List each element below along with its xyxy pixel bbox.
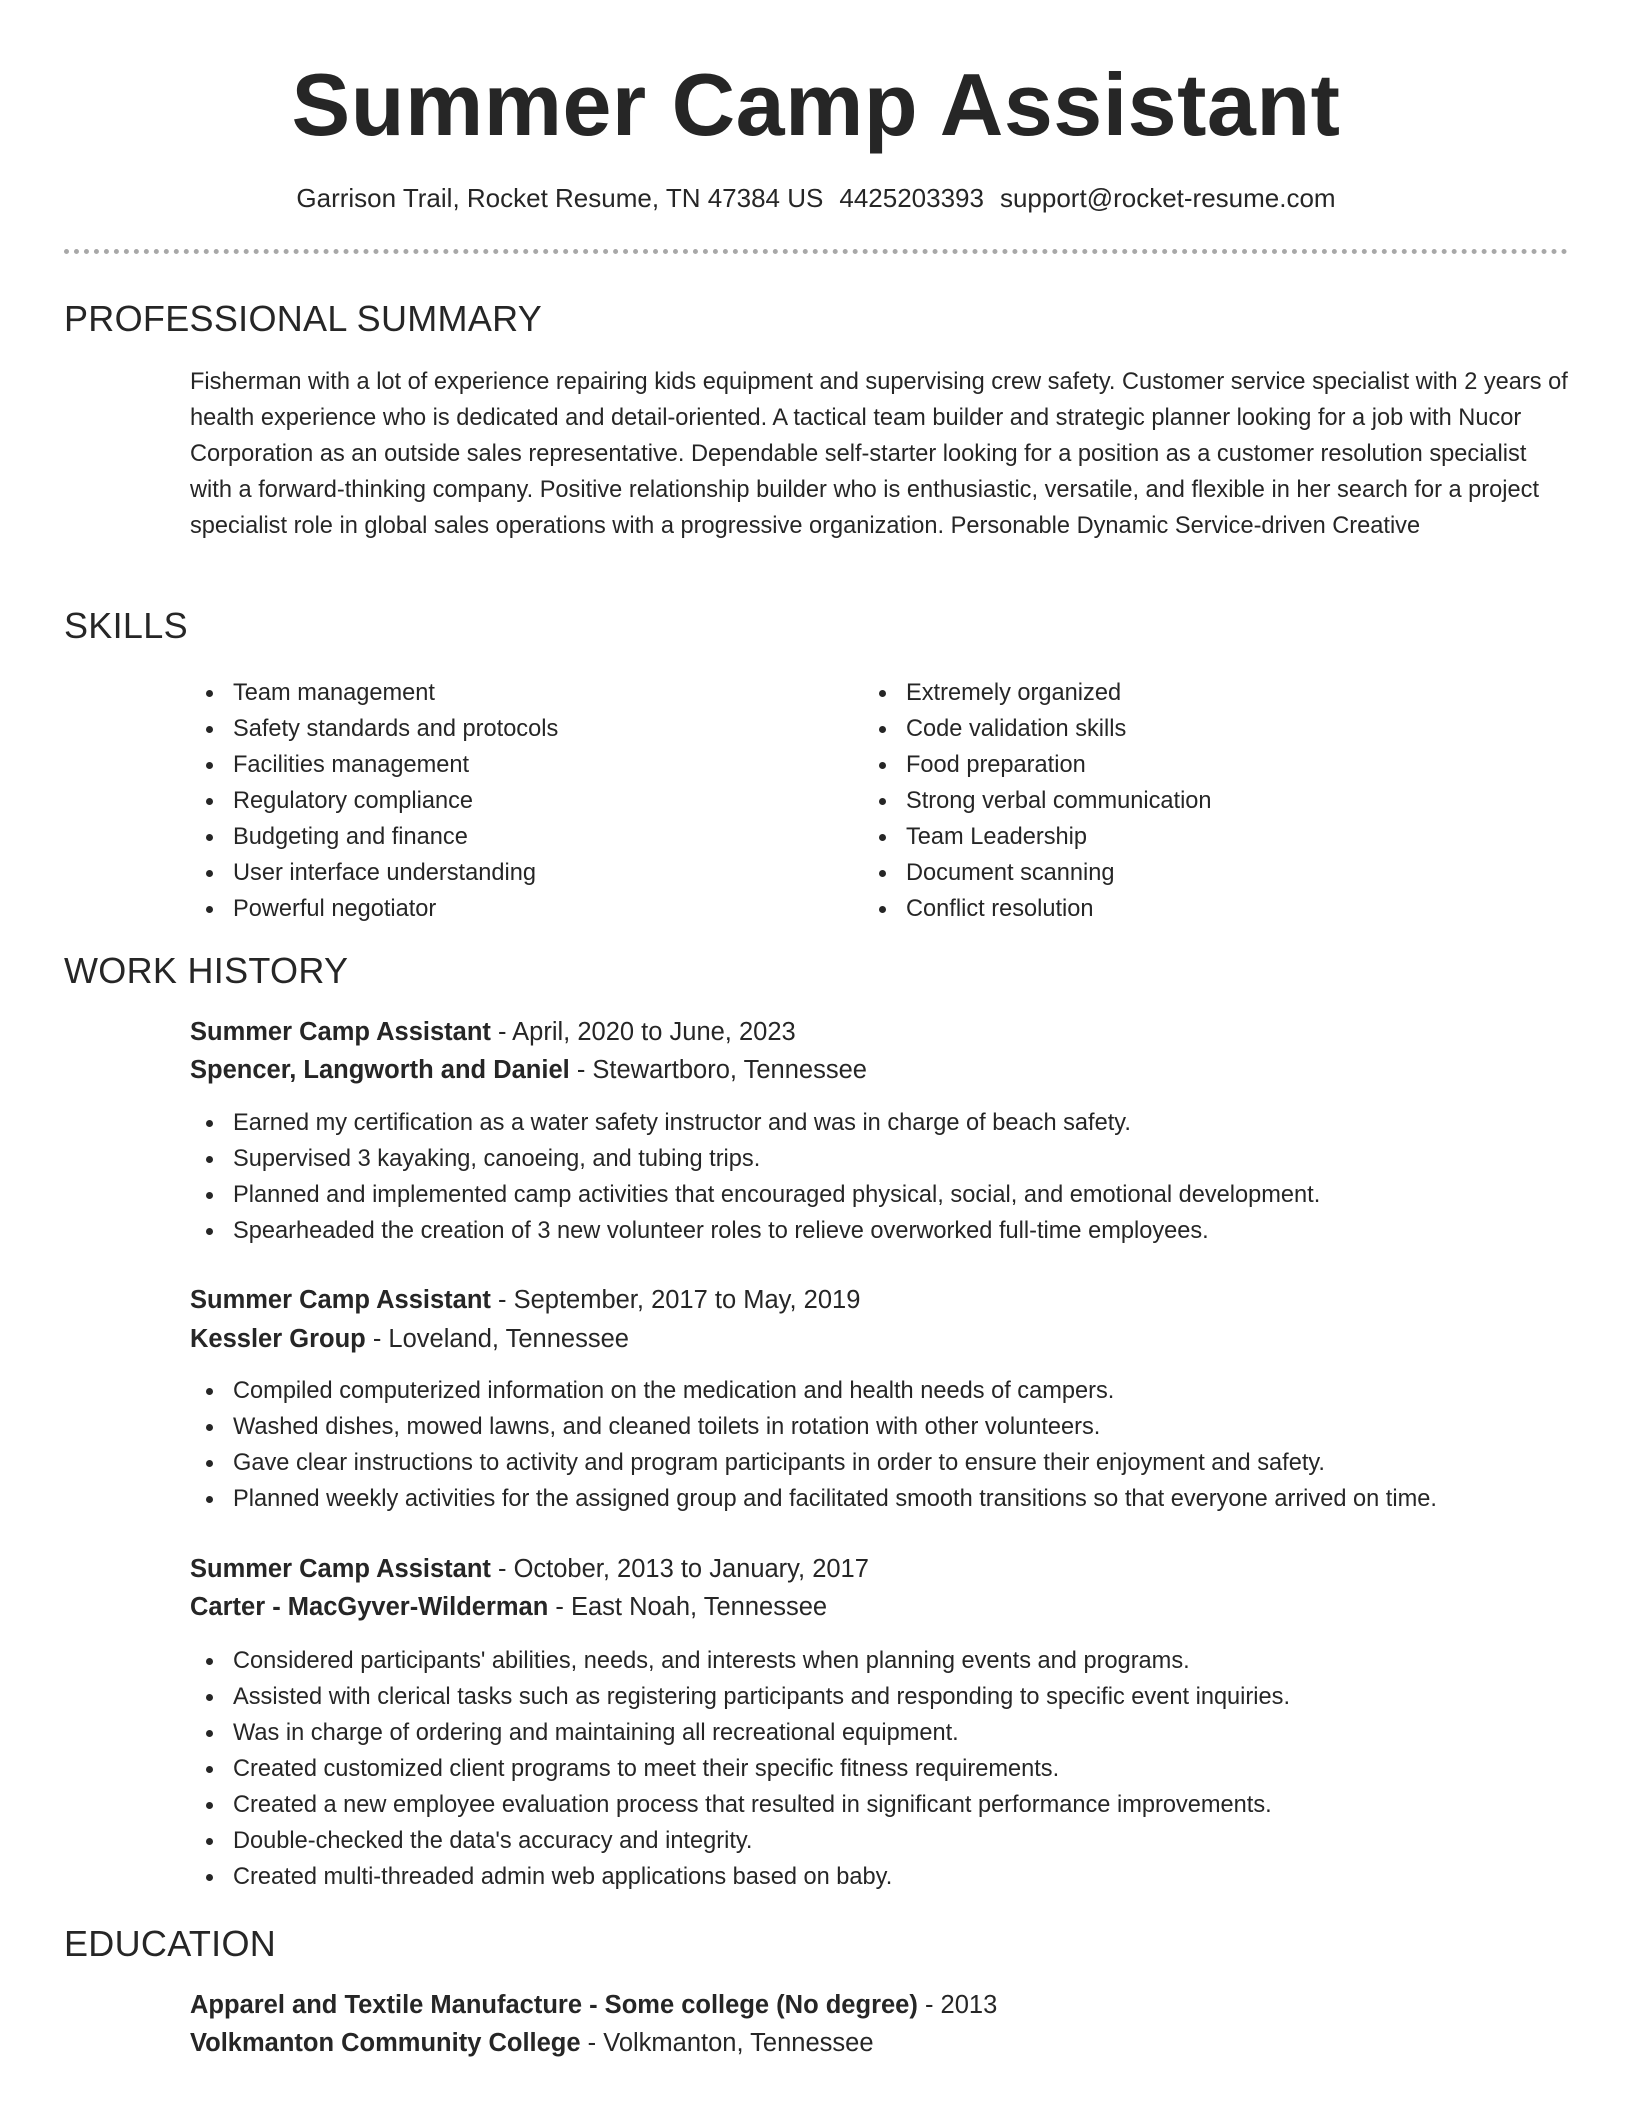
job-bullet: Considered participants' abilities, needs, and interests when planning events and programs. xyxy=(190,1643,1590,1679)
job-title: Summer Camp Assistant xyxy=(190,1018,491,1046)
skill-item: Safety standards and protocols xyxy=(190,711,830,747)
contact-line xyxy=(0,178,1632,218)
job-bullet: Double-checked the data's accuracy and integrity. xyxy=(190,1823,1590,1859)
education-location: - Volkmanton, Tennessee xyxy=(580,2029,874,2057)
job-bullet: Supervised 3 kayaking, canoeing, and tubing trips. xyxy=(190,1141,1590,1177)
skill-item: Conflict resolution xyxy=(863,891,1503,927)
job-dates: - April, 2020 to June, 2023 xyxy=(490,1018,796,1046)
job-bullet: Planned weekly activities for the assigned group and facilitated smooth transitions so that everyone arrived on time. xyxy=(190,1481,1590,1517)
education-degree: Apparel and Textile Manufacture - Some college (No degree) xyxy=(190,1991,918,2019)
contact-address: Garrison Trail, Rocket Resume, TN 47384 US xyxy=(296,183,824,213)
section-title-work-history: WORK HISTORY xyxy=(64,950,349,991)
job-dates: - September, 2017 to May, 2019 xyxy=(490,1286,861,1314)
job-title: Summer Camp Assistant xyxy=(190,1286,491,1314)
job-company-line xyxy=(190,1588,827,1626)
job-location: - East Noah, Tennessee xyxy=(548,1593,828,1621)
skill-item: Facilities management xyxy=(190,747,830,783)
summary-text: Fisherman with a lot of experience repairing kids equipment and supervising crew safety. Customer service specialist with 2 years of health experience who is dedicated and detail-oriented. A tactical team builder and strategic planner looking for a job with Nucor Corporation as an outside sales representative. Dependable self-starter looking for a position as a customer resolution specialist with a forward-thinking company. Positive relationship builder who is enthusiastic, versatile, and flexible in her search for a project specialist role in global sales operations with a progressive organization. Personable Dynamic Service-driven Creative xyxy=(190,369,1568,539)
education-degree-line xyxy=(190,1986,997,2024)
job-bullet: Created a new employee evaluation process that resulted in significant performance improvements. xyxy=(190,1787,1590,1823)
job-bullet: Gave clear instructions to activity and program participants in order to ensure their enjoyment and safety. xyxy=(190,1445,1590,1481)
job-bullet: Created multi-threaded admin web applications based on baby. xyxy=(190,1859,1590,1895)
education-year: - 2013 xyxy=(917,1991,998,2019)
job-bullet: Assisted with clerical tasks such as registering participants and responding to specific event inquiries. xyxy=(190,1679,1590,1715)
skill-item: Powerful negotiator xyxy=(190,891,830,927)
job-title-line xyxy=(190,1550,869,1588)
header-divider xyxy=(64,249,1568,254)
skill-item: Code validation skills xyxy=(863,711,1503,747)
section-title-summary: PROFESSIONAL SUMMARY xyxy=(64,298,543,339)
job-location: - Stewartboro, Tennessee xyxy=(569,1056,867,1084)
section-title-skills: SKILLS xyxy=(64,605,188,646)
skills-list-left xyxy=(190,675,830,927)
skill-item: Team Leadership xyxy=(863,819,1503,855)
job-title-line xyxy=(190,1281,860,1319)
job-bullet: Was in charge of ordering and maintaining all recreational equipment. xyxy=(190,1715,1590,1751)
job-dates: - October, 2013 to January, 2017 xyxy=(490,1555,869,1583)
job-bullet-list xyxy=(190,1643,1590,1895)
skill-item: Team management xyxy=(190,675,830,711)
education-school-line xyxy=(190,2024,874,2062)
skill-item: Food preparation xyxy=(863,747,1503,783)
job-bullet: Planned and implemented camp activities that encouraged physical, social, and emotional development. xyxy=(190,1177,1590,1213)
contact-phone: 4425203393 xyxy=(839,183,984,213)
job-location: - Loveland, Tennessee xyxy=(365,1325,629,1353)
job-title: Summer Camp Assistant xyxy=(190,1555,491,1583)
job-bullet: Compiled computerized information on the medication and health needs of campers. xyxy=(190,1373,1590,1409)
skill-item: Strong verbal communication xyxy=(863,783,1503,819)
job-company-line xyxy=(190,1320,629,1358)
job-company: Kessler Group xyxy=(190,1325,366,1353)
skill-item: Extremely organized xyxy=(863,675,1503,711)
job-company-line xyxy=(190,1051,867,1089)
skill-item: Budgeting and finance xyxy=(190,819,830,855)
skill-item: Regulatory compliance xyxy=(190,783,830,819)
skills-list-right xyxy=(863,675,1503,927)
job-bullet: Earned my certification as a water safety instructor and was in charge of beach safety. xyxy=(190,1105,1590,1141)
job-title-line xyxy=(190,1013,796,1051)
skill-item: User interface understanding xyxy=(190,855,830,891)
job-bullet-list xyxy=(190,1105,1590,1249)
job-bullet: Spearheaded the creation of 3 new volunteer roles to relieve overworked full-time employees. xyxy=(190,1213,1590,1249)
job-bullet-list xyxy=(190,1373,1590,1517)
job-company: Spencer, Langworth and Daniel xyxy=(190,1056,570,1084)
section-title-education: EDUCATION xyxy=(64,1923,277,1964)
job-bullet: Washed dishes, mowed lawns, and cleaned toilets in rotation with other volunteers. xyxy=(190,1409,1590,1445)
education-school: Volkmanton Community College xyxy=(190,2029,581,2057)
job-company: Carter - MacGyver-Wilderman xyxy=(190,1593,549,1621)
skill-item: Document scanning xyxy=(863,855,1503,891)
job-bullet: Created customized client programs to meet their specific fitness requirements. xyxy=(190,1751,1590,1787)
contact-email: support@rocket-resume.com xyxy=(999,183,1336,213)
resume-name-title: Summer Camp Assistant xyxy=(291,55,1341,154)
